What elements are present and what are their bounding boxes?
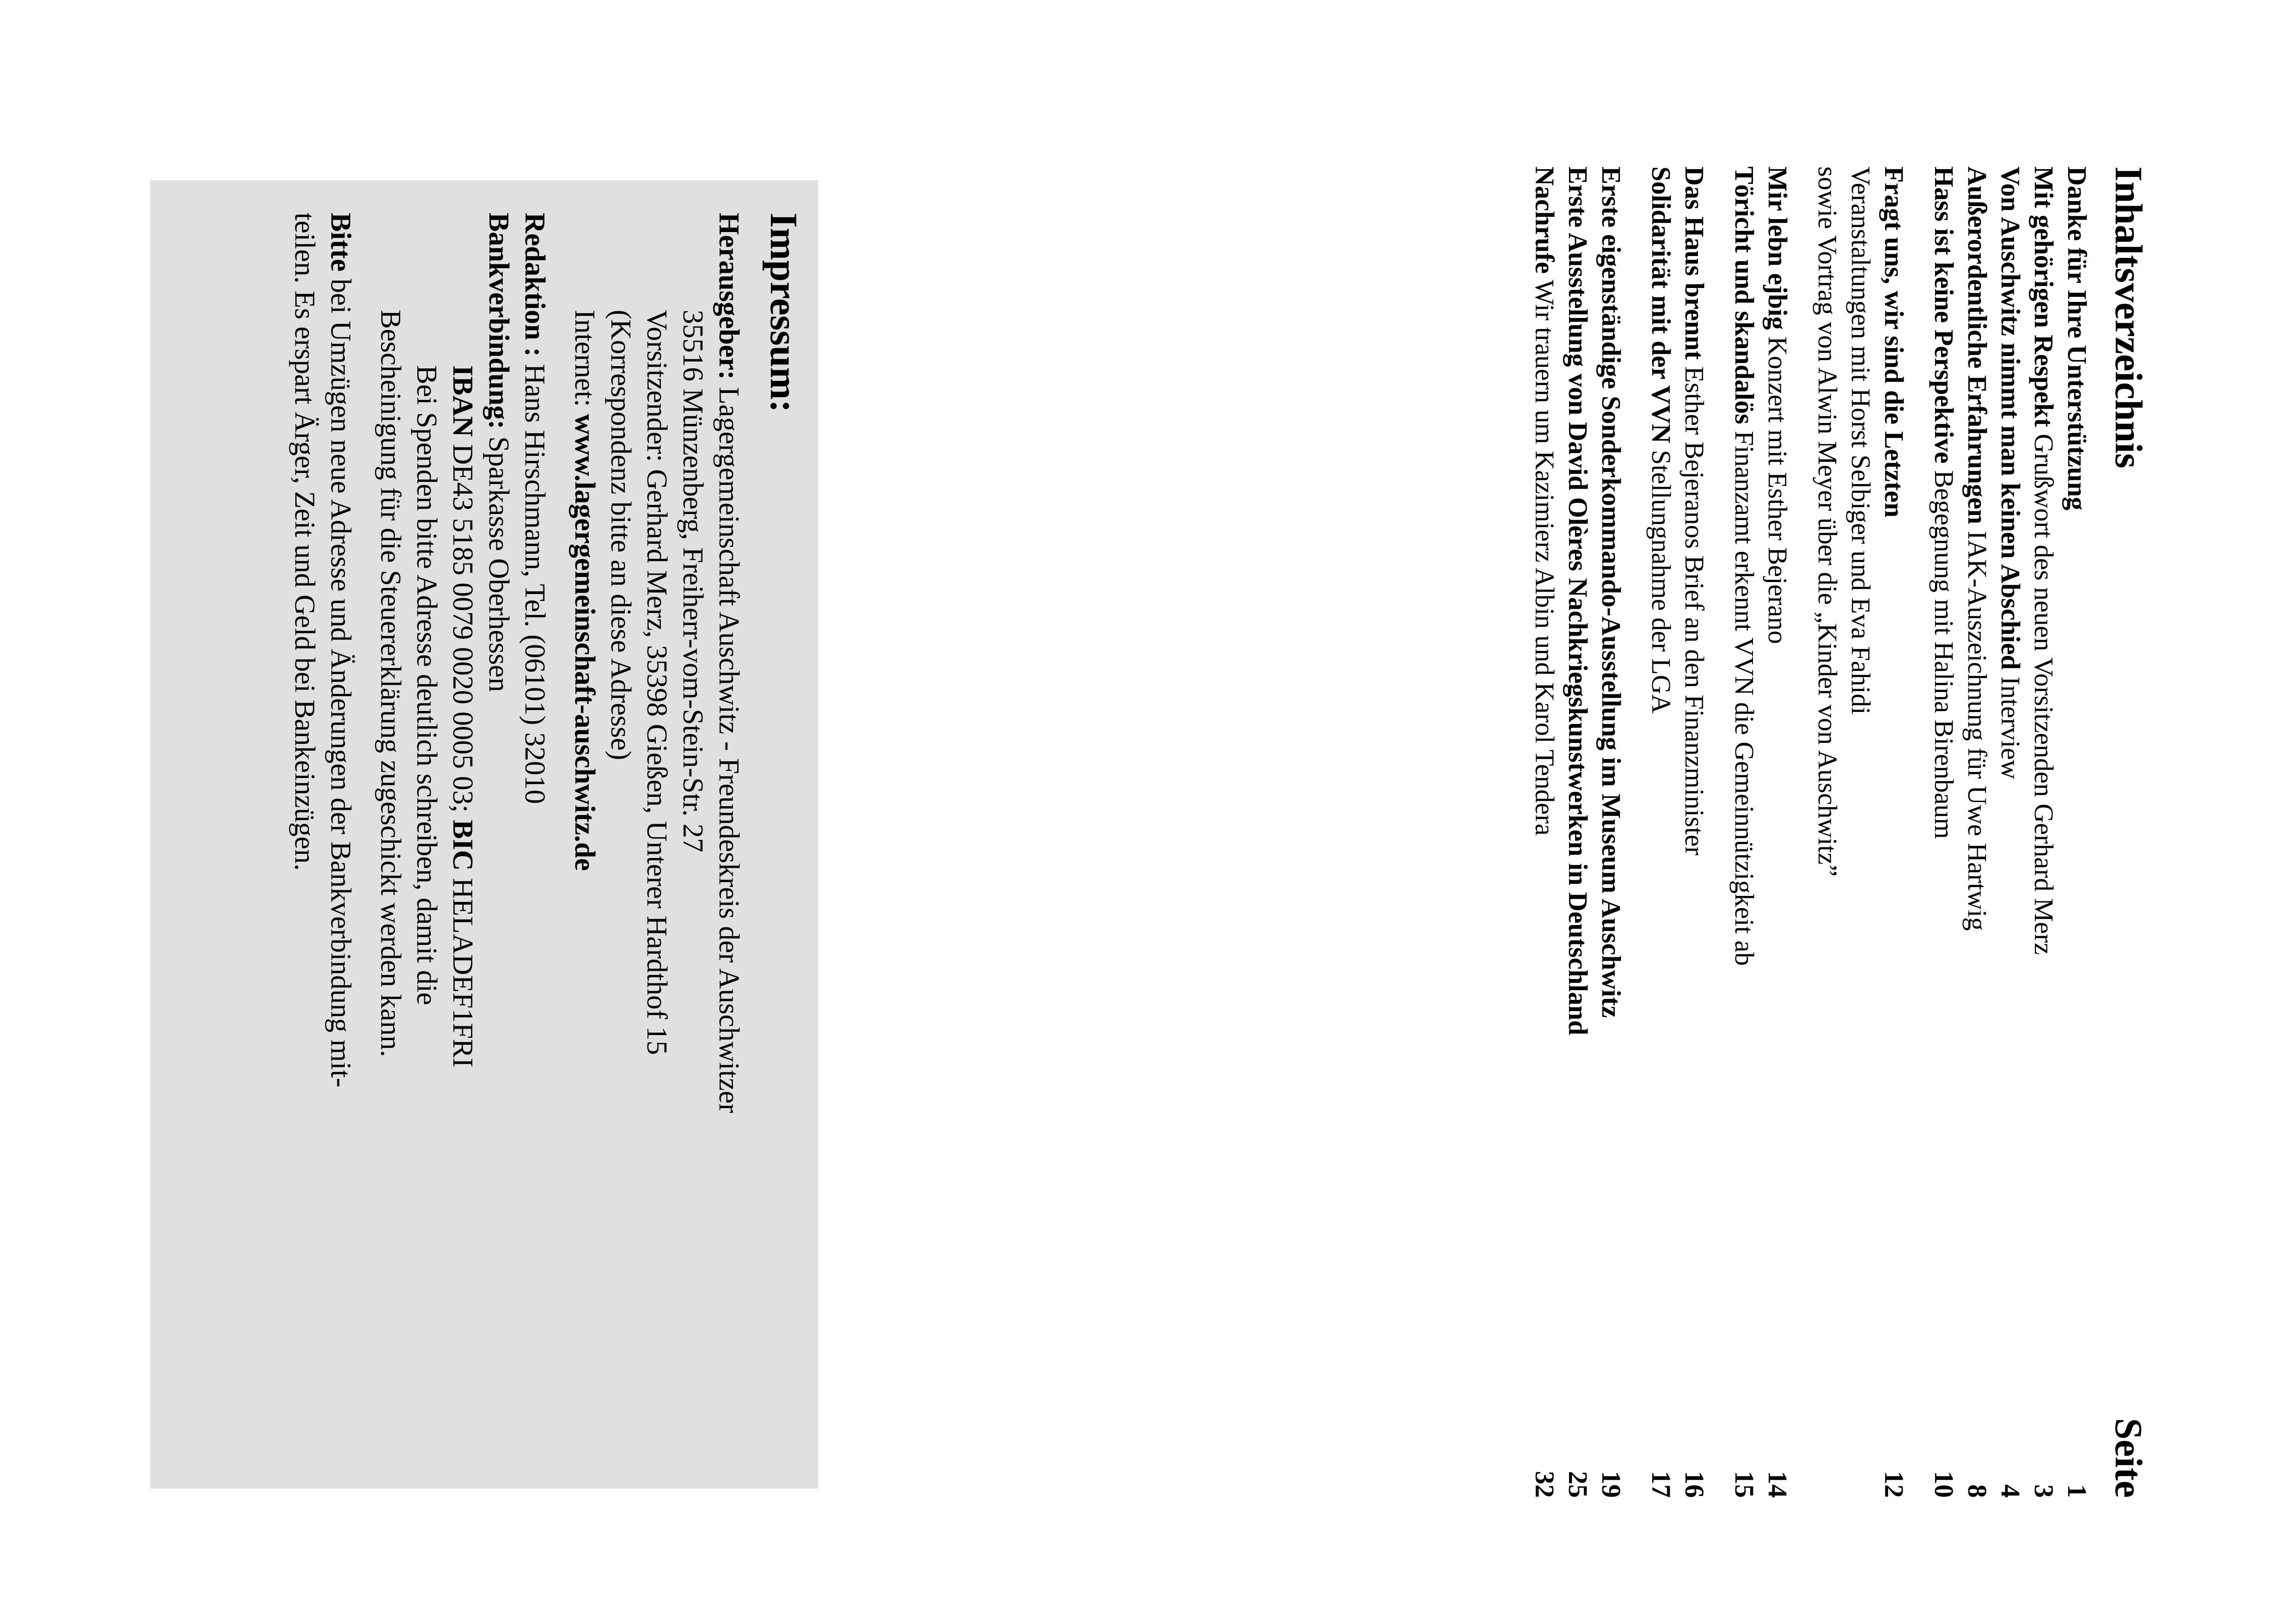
toc-page-header: Seite xyxy=(2107,1418,2150,1498)
toc-entry-description: Begegnung mit Halina Birenbaum xyxy=(1929,470,1959,839)
toc-entry-page: 17 xyxy=(1646,1471,1676,1498)
toc-entry-title: Fragt uns, wir sind die Letzten xyxy=(1879,166,1909,518)
toc-entry-page: 1 xyxy=(2062,1484,2092,1498)
bank-label: Bankverbindung: xyxy=(483,213,514,429)
toc-entry xyxy=(1844,166,1877,1498)
toc-entry xyxy=(1994,166,2027,1498)
spenden-line-2: Bescheinigung für die Steuererklärung zugeschickt werden kann. xyxy=(375,310,406,1057)
toc-list xyxy=(1528,166,2094,1498)
toc-entry-page: 12 xyxy=(1879,1471,1909,1498)
internet-line xyxy=(567,213,603,1470)
toc-entry-page: 19 xyxy=(1596,1471,1626,1498)
vorsitzender-line: Vorsitzender: Gerhard Merz, 35398 Gießen, Unterer Hardthof 15 xyxy=(641,310,672,1055)
toc-entry-page: 16 xyxy=(1679,1471,1710,1498)
impressum-title: Impressum: xyxy=(762,213,805,413)
toc-entry-description: Interview xyxy=(1996,676,2026,779)
impressum xyxy=(150,180,818,1489)
bitte-line-2: teilen. Es erspart Ärger, Zeit und Geld bei Bankeinzügen. xyxy=(289,213,320,871)
redaktion-value: Hans Hirschmann, Tel. (06101) 32010 xyxy=(519,364,550,804)
toc-entry-page: 15 xyxy=(1729,1471,1759,1498)
toc-entry-page: 14 xyxy=(1763,1471,1793,1498)
herausgeber-name: Lagergemeinschaft Auschwitz - Freundeskreis der Auschwitzer xyxy=(713,387,745,1113)
toc-entry xyxy=(1811,166,1844,1498)
toc-entry-page: 32 xyxy=(1530,1471,1560,1498)
toc-entry xyxy=(1644,166,1678,1498)
toc-entry-title: Erste Ausstellung von David Olères Nachkriegskunstwerken in Deutschland xyxy=(1563,166,1593,1036)
table-of-contents xyxy=(1530,166,2154,1498)
toc-entry-description: sowie Vortrag von Alwin Meyer über die „Kinder von Auschwitz” xyxy=(1813,166,1843,877)
toc-entry-description: IAK-Auszeichnung für Uwe Hartwig xyxy=(1962,531,1992,931)
toc-entry-title: Töricht und skandalös xyxy=(1729,166,1759,424)
toc-entry-description: Wir trauern um Kazimierz Albin und Karol Tendera xyxy=(1530,280,1560,836)
impressum-content xyxy=(287,213,809,1470)
toc-entry xyxy=(1761,166,1794,1498)
toc-entry-page: 4 xyxy=(1996,1484,2026,1498)
bank-line xyxy=(481,213,517,1470)
toc-entry xyxy=(1594,166,1628,1498)
address-line: 35516 Münzenberg, Freiherr-vom-Stein-Str. 27 xyxy=(677,310,708,852)
iban-label: IBAN xyxy=(447,365,478,437)
toc-entry-title: Erste eigenständige Sonderkommando-Ausstellung im Museum Auschwitz xyxy=(1596,166,1626,1018)
toc-entry xyxy=(1678,166,1711,1498)
toc-entry-title: Das Haus brennt xyxy=(1679,166,1710,360)
toc-entry xyxy=(1561,166,1594,1498)
internet-label: Internet: xyxy=(569,310,600,414)
toc-entry-title: Mir lebn ejbig xyxy=(1763,166,1793,330)
internet-link[interactable]: www.lagergemeinschaft-auschwitz.de xyxy=(569,414,600,871)
toc-entry-description: Esther Bejeranos Brief an den Finanzminister xyxy=(1679,366,1710,856)
bitte-label: Bitte xyxy=(325,213,356,272)
toc-entry-description: Stellungnahme der LGA xyxy=(1646,450,1676,714)
iban-value: DE43 5185 0079 0020 0005 03; xyxy=(447,444,478,813)
toc-entry-title: Außerordentliche Erfahrungen xyxy=(1962,166,1992,524)
bic-label: BIC xyxy=(447,820,478,871)
toc-entry-description: Veranstaltungen mit Horst Selbiger und Eva Fahidi xyxy=(1846,166,1876,715)
toc-entry xyxy=(1528,166,1561,1498)
toc-entry-description: Finanzamt erkennt VVN die Gemeinnützigkeit ab xyxy=(1729,431,1759,966)
toc-entry-title: Nachrufe xyxy=(1530,166,1560,274)
toc-entry-page: 8 xyxy=(1962,1484,1992,1498)
bic-value: HELADEF1FRI xyxy=(447,878,478,1068)
toc-title: Inhaltsverzeichnis xyxy=(2107,166,2150,469)
bitte-text: bei Umzügen neue Adresse und Änderungen der Bankverbindung mit- xyxy=(325,278,356,1088)
iban-line xyxy=(445,213,481,1470)
toc-entry xyxy=(1728,166,1761,1498)
toc-header xyxy=(2103,166,2154,1498)
toc-entry-page: 3 xyxy=(2029,1484,2059,1498)
redaktion-label: Redaktion : xyxy=(519,213,550,357)
toc-entry-page: 25 xyxy=(1563,1471,1593,1498)
bitte-line-1 xyxy=(323,213,359,1470)
toc-entry xyxy=(1927,166,1960,1498)
toc-entry xyxy=(2027,166,2060,1498)
toc-entry-title: Mit gehörigen Respekt xyxy=(2029,166,2059,427)
toc-entry xyxy=(2060,166,2094,1498)
toc-entry-description: Grußwort des neuen Vorsitzenden Gerhard Merz xyxy=(2029,434,2059,955)
toc-entry-title: Von Auschwitz nimmt man keinen Abschied xyxy=(1996,166,2026,670)
toc-entry-title: Hass ist keine Perspektive xyxy=(1929,166,1959,464)
toc-entry-title: Solidarität mit der VVN xyxy=(1646,166,1676,443)
bank-value: Sparkasse Oberhessen xyxy=(483,436,514,692)
toc-entry xyxy=(1960,166,1994,1498)
toc-entry xyxy=(1877,166,1911,1498)
redaktion-line xyxy=(517,213,553,1470)
korrespondenz-line: (Korrespondenz bitte an diese Adresse) xyxy=(605,310,636,760)
toc-entry-title: Danke für Ihre Unterstützung xyxy=(2062,166,2092,510)
herausgeber-label: Herausgeber: xyxy=(713,213,745,380)
toc-entry-description: Konzert mit Esther Bejerano xyxy=(1763,336,1793,644)
herausgeber-line xyxy=(711,213,747,1470)
toc-entry-page: 10 xyxy=(1929,1471,1959,1498)
spenden-line-1: Bei Spenden bitte Adresse deutlich schreiben, damit die xyxy=(411,365,442,1005)
